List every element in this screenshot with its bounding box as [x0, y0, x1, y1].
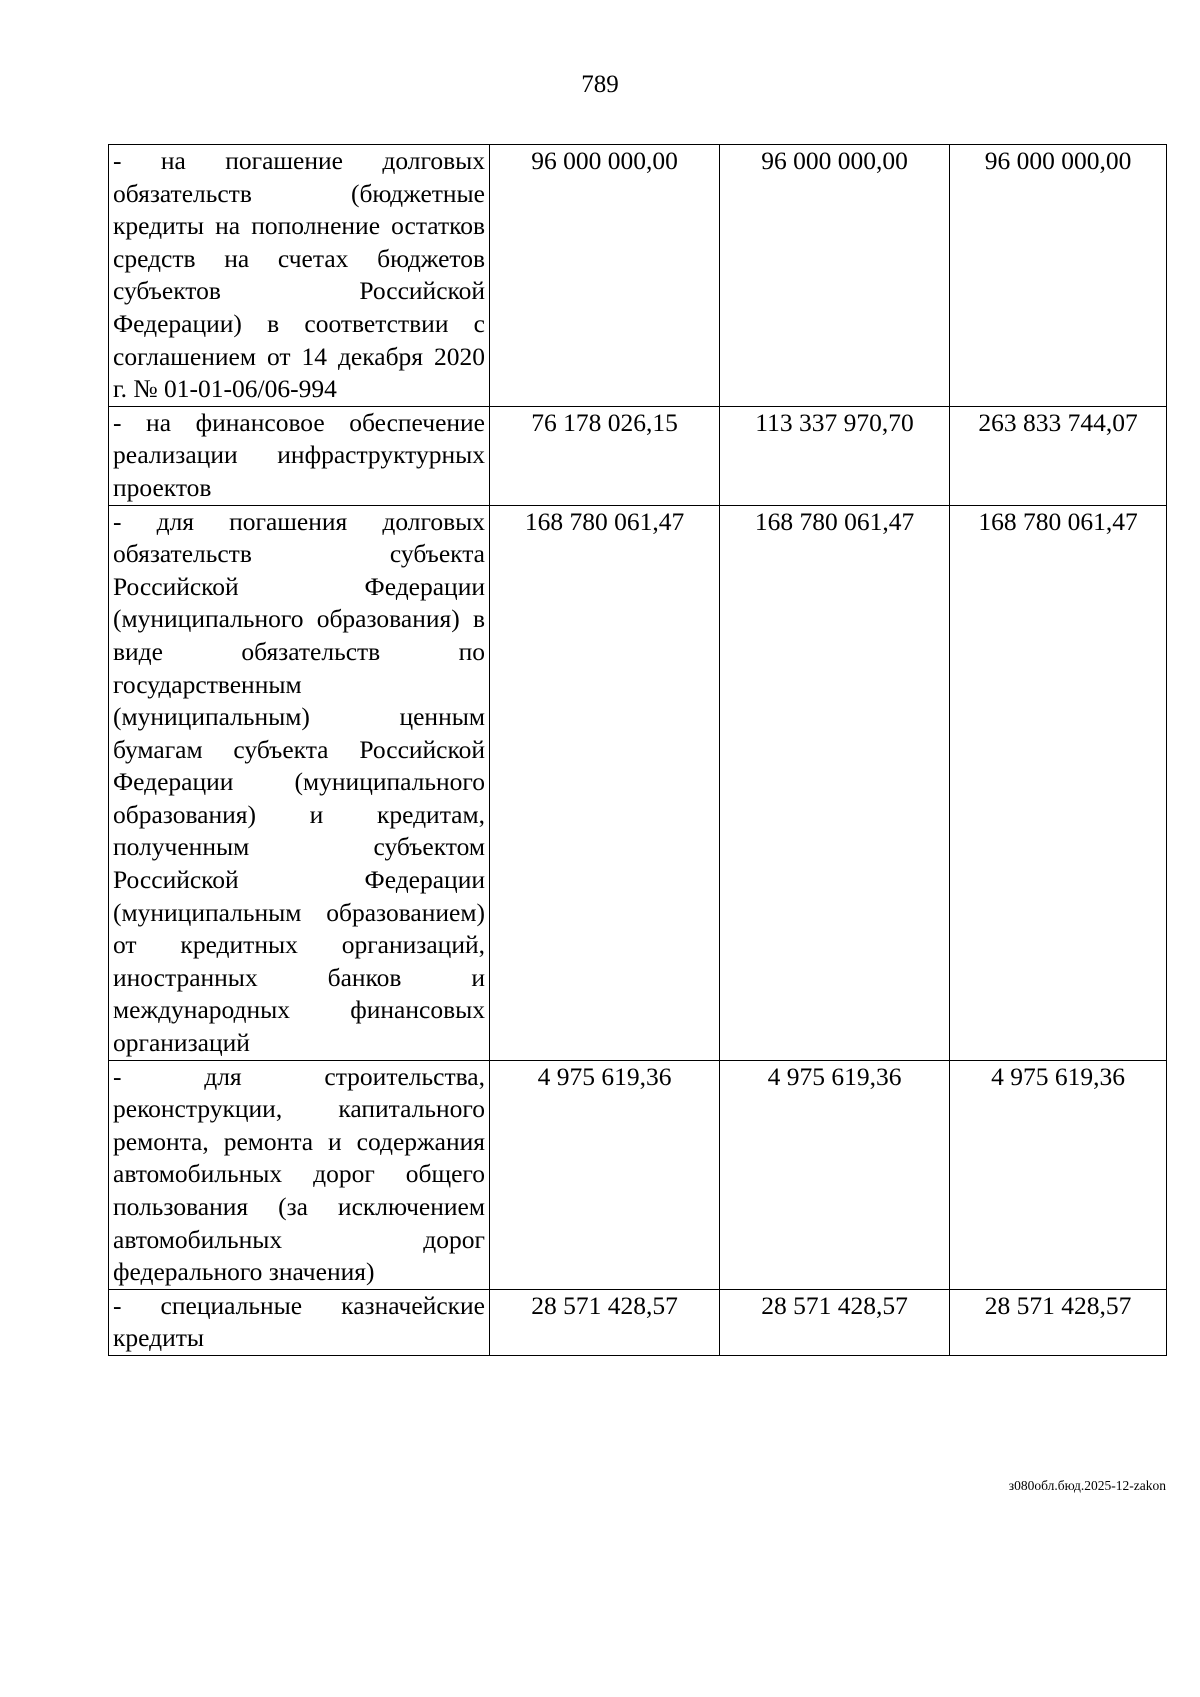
row-value-2: 113 337 970,70	[720, 406, 950, 505]
row-description: - на погашение долговых обязательств (бюджетные кредиты на пополнение остатков средств на счетах бюджетов субъектов Российской Федерации) в соответствии с соглашением от 14 декабря 2020 г. № 01-01-06/06-994	[109, 145, 490, 407]
row-description: - на финансовое обеспечение реализации инфраструктурных проектов	[109, 406, 490, 505]
row-value-2: 28 571 428,57	[720, 1289, 950, 1355]
row-value-3: 168 780 061,47	[950, 505, 1167, 1060]
table-row	[109, 145, 1167, 407]
row-value-1: 168 780 061,47	[490, 505, 720, 1060]
page-number: 789	[581, 71, 619, 98]
table-row	[109, 1060, 1167, 1289]
budget-table	[108, 144, 1167, 1356]
row-value-2: 168 780 061,47	[720, 505, 950, 1060]
row-value-3: 4 975 619,36	[950, 1060, 1167, 1289]
row-value-3: 96 000 000,00	[950, 145, 1167, 407]
row-description: - для погашения долговых обязательств субъекта Российской Федерации (муниципального образования) в виде обязательств по государственным (муниципальным) ценным бумагам субъекта Российской Федерации (муниципального образования) и кредитам, полученным субъектом Российской Федерации (муниципальным образованием) от кредитных организаций, иностранных банков и международных финансовых организаций	[109, 505, 490, 1060]
row-value-3: 263 833 744,07	[950, 406, 1167, 505]
row-description: - для строительства, реконструкции, капитального ремонта, ремонта и содержания автомобильных дорог общего пользования (за исключением автомобильных дорог федерального значения)	[109, 1060, 490, 1289]
row-value-2: 96 000 000,00	[720, 145, 950, 407]
row-value-2: 4 975 619,36	[720, 1060, 950, 1289]
row-value-3: 28 571 428,57	[950, 1289, 1167, 1355]
row-value-1: 28 571 428,57	[490, 1289, 720, 1355]
document-code: з080обл.бюд.2025-12-zakon	[1008, 1478, 1166, 1493]
row-value-1: 4 975 619,36	[490, 1060, 720, 1289]
row-value-1: 76 178 026,15	[490, 406, 720, 505]
table-row	[109, 505, 1167, 1060]
table-row	[109, 1289, 1167, 1355]
table-row	[109, 406, 1167, 505]
row-description: - специальные казначейские кредиты	[109, 1289, 490, 1355]
row-value-1: 96 000 000,00	[490, 145, 720, 407]
